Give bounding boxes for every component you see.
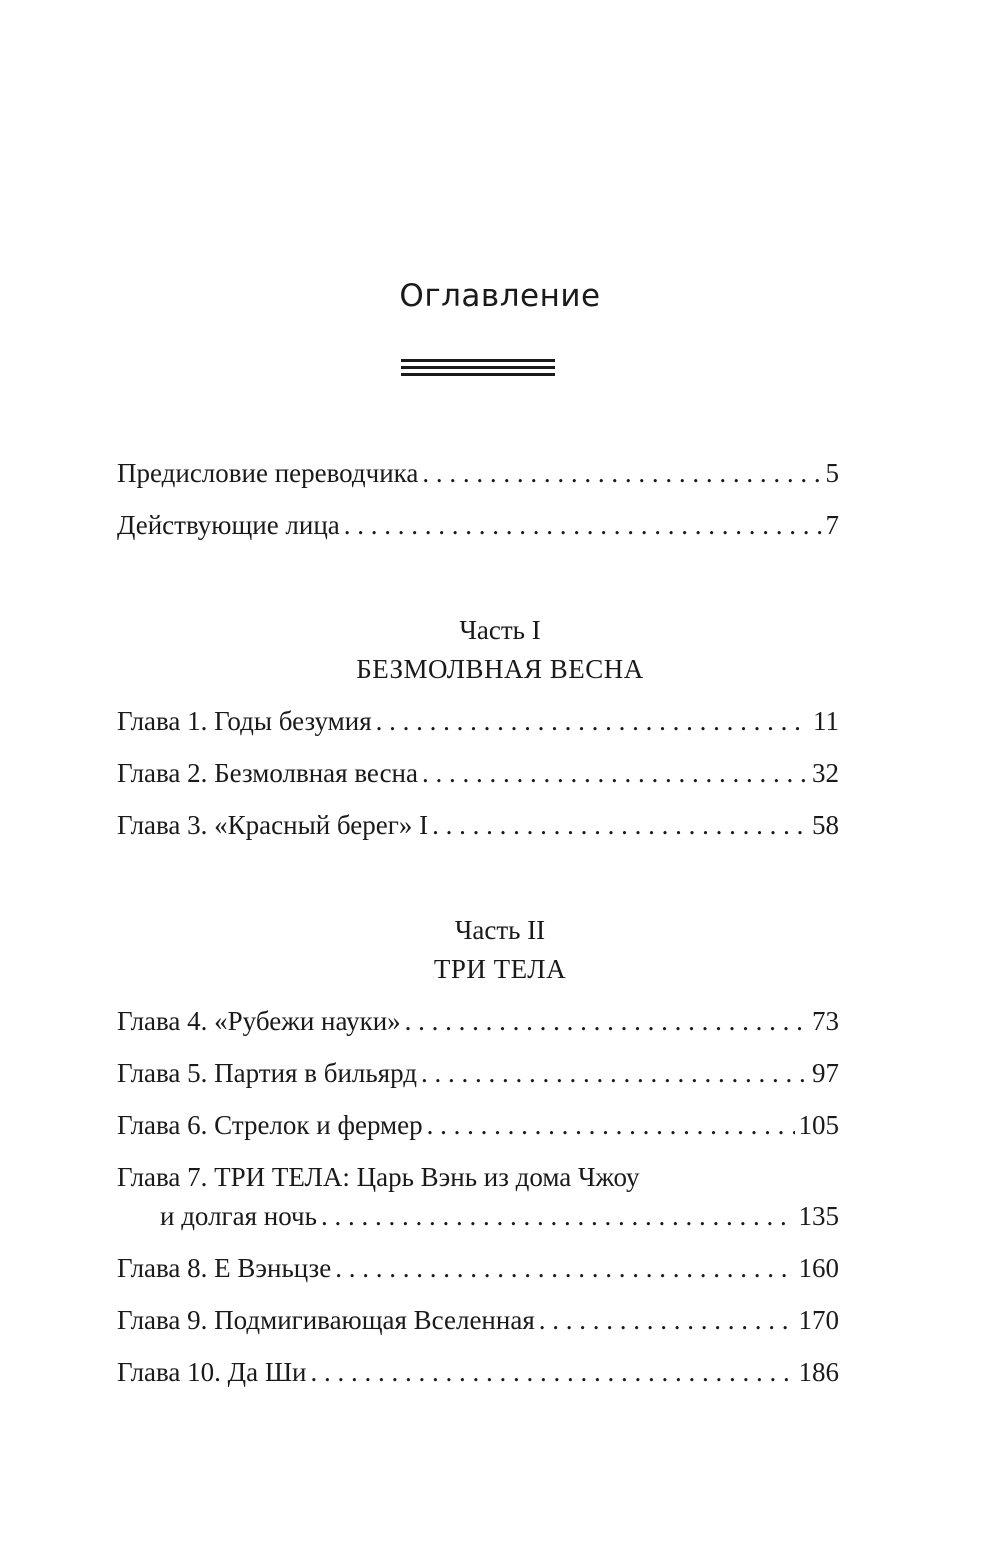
toc-entry-chapter-8[interactable] xyxy=(117,1253,839,1284)
entry-title: Глава 8. Е Вэньцзе xyxy=(117,1253,332,1283)
entry-title: Предисловие переводчика xyxy=(117,458,419,488)
entry-title: и долгая ночь xyxy=(160,1201,317,1231)
toc-entry-chapter-4[interactable] xyxy=(117,1006,839,1037)
toc-entry-chapter-7-line1[interactable]: Глава 7. ТРИ ТЕЛА: Царь Вэнь из дома Чжоу xyxy=(117,1162,640,1192)
page-title: Оглавление xyxy=(399,278,601,314)
entry-title: Глава 4. «Рубежи науки» xyxy=(117,1006,401,1036)
toc-entry-chapter-10[interactable] xyxy=(117,1357,839,1388)
entry-title: Глава 5. Партия в бильярд xyxy=(117,1058,417,1088)
entry-page: 105 xyxy=(798,1110,839,1140)
entry-page: 97 xyxy=(812,1058,839,1088)
toc-entry-chapter-6[interactable] xyxy=(117,1110,839,1141)
toc-entry-characters[interactable] xyxy=(117,510,839,541)
entry-title: Глава 6. Стрелок и фермер xyxy=(117,1110,423,1140)
dot-leader xyxy=(539,1305,795,1336)
toc-entry-translator-preface[interactable] xyxy=(117,458,839,489)
toc-entry-chapter-7[interactable] xyxy=(160,1201,839,1232)
dot-leader xyxy=(405,1006,808,1037)
toc-entry-chapter-5[interactable] xyxy=(117,1058,839,1089)
entry-title: Глава 10. Да Ши xyxy=(117,1357,307,1387)
entry-page: 160 xyxy=(798,1253,839,1283)
dot-leader xyxy=(432,810,808,841)
dot-leader xyxy=(335,1253,794,1284)
entry-title: Глава 2. Безмолвная весна xyxy=(117,758,418,788)
dot-leader xyxy=(422,458,821,489)
entry-title: Глава 3. «Красный берег» I xyxy=(117,810,429,840)
dot-leader xyxy=(422,758,808,789)
entry-page: 7 xyxy=(825,510,839,540)
entry-page: 32 xyxy=(812,758,839,788)
entry-title: Глава 1. Годы безумия xyxy=(117,706,372,736)
toc-entry-chapter-3[interactable] xyxy=(117,810,839,841)
entry-page: 73 xyxy=(812,1006,839,1036)
part-title: БЕЗМОЛВНАЯ ВЕСНА xyxy=(356,654,644,684)
dot-leader xyxy=(311,1357,795,1388)
toc-entry-chapter-9[interactable] xyxy=(117,1305,839,1336)
entry-page: 58 xyxy=(812,810,839,840)
entry-page: 170 xyxy=(798,1305,839,1335)
entry-page: 135 xyxy=(798,1201,839,1231)
dot-leader xyxy=(321,1201,795,1232)
ornament-divider xyxy=(401,359,555,377)
entry-title: Действующие лица xyxy=(117,510,340,540)
part-title: ТРИ ТЕЛА xyxy=(433,954,567,984)
toc-entry-chapter-2[interactable] xyxy=(117,758,839,789)
toc-entry-chapter-1[interactable] xyxy=(117,706,839,737)
entry-title: Глава 9. Подмигивающая Вселенная xyxy=(117,1305,535,1335)
dot-leader xyxy=(421,1058,808,1089)
dot-leader xyxy=(427,1110,795,1141)
entry-page: 186 xyxy=(798,1357,839,1387)
part-label: Часть II xyxy=(454,915,546,945)
entry-page: 5 xyxy=(825,458,839,488)
entry-page: 11 xyxy=(813,706,839,736)
dot-leader xyxy=(376,706,809,737)
part-label: Часть I xyxy=(459,615,541,645)
dot-leader xyxy=(344,510,822,541)
